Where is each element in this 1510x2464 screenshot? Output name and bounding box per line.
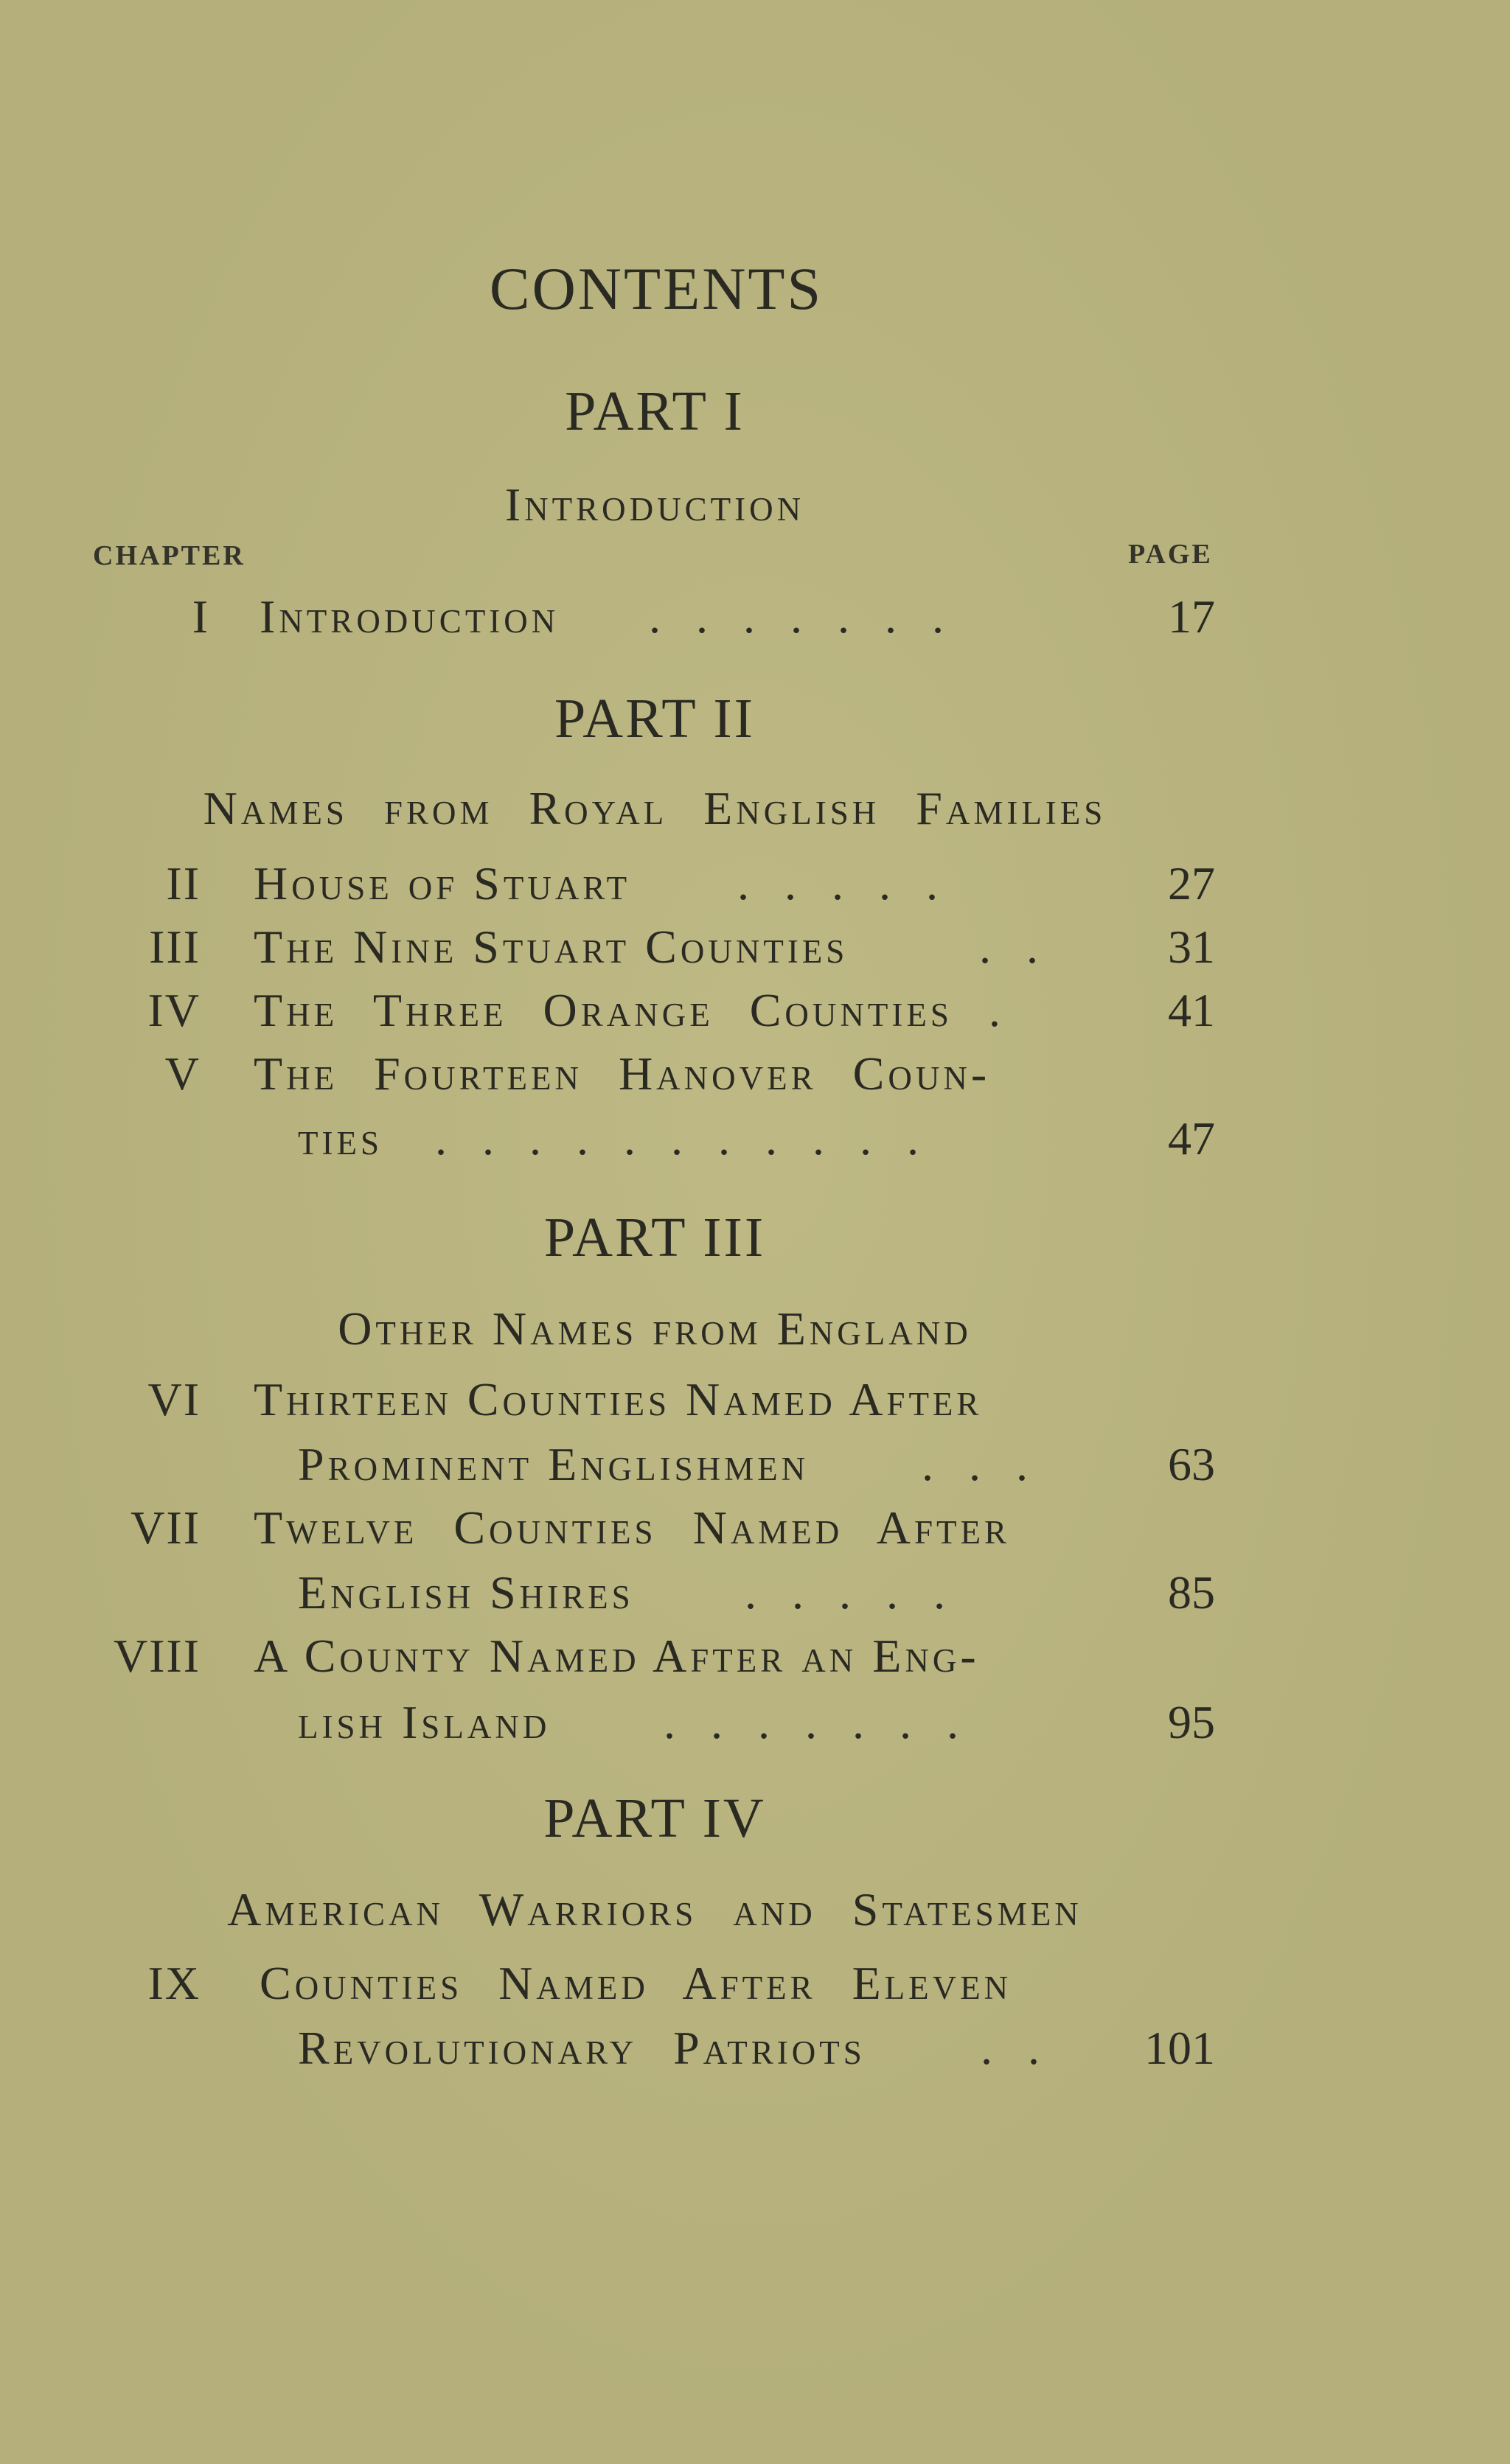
chapter-title-continuation: English Shires bbox=[298, 1566, 634, 1619]
chapter-title: Twelve Counties Named After bbox=[254, 1501, 1010, 1554]
part-heading: PART II bbox=[554, 688, 755, 750]
page-number: 27 bbox=[1168, 857, 1215, 910]
section-title: Names from Royal English Families bbox=[203, 782, 1107, 834]
dot-leader: . . . . . . . bbox=[649, 590, 944, 643]
page-number: 63 bbox=[1168, 1438, 1215, 1490]
chapter-numeral: V bbox=[164, 1047, 201, 1100]
dot-leader: . . . . . . . . . . . bbox=[435, 1112, 919, 1165]
chapter-numeral: III bbox=[149, 921, 201, 973]
chapter-title: Introduction bbox=[260, 590, 560, 643]
page-number: 101 bbox=[1144, 2022, 1215, 2074]
page-number: 17 bbox=[1168, 590, 1215, 643]
chapter-title: House of Stuart bbox=[254, 857, 631, 910]
section-title: Introduction bbox=[504, 478, 805, 531]
chapter-title: A County Named After an Eng- bbox=[254, 1630, 980, 1682]
chapter-title-continuation: Prominent Englishmen bbox=[298, 1438, 810, 1490]
dot-leader: . . bbox=[979, 921, 1038, 973]
page-number: 31 bbox=[1168, 921, 1215, 973]
chapter-numeral: VII bbox=[131, 1501, 201, 1554]
dot-leader: . . . . . bbox=[737, 857, 938, 910]
chapter-numeral: IX bbox=[147, 1957, 201, 2009]
chapter-numeral: VIII bbox=[113, 1630, 201, 1682]
part-heading: PART I bbox=[565, 380, 745, 442]
dot-leader: . . . . . . . bbox=[664, 1696, 958, 1748]
section-title: American Warriors and Statesmen bbox=[227, 1883, 1082, 1936]
chapter-numeral: VI bbox=[147, 1373, 201, 1425]
chapter-column-label: CHAPTER bbox=[93, 540, 246, 571]
section-title: Other Names from England bbox=[338, 1302, 972, 1355]
page-number: 47 bbox=[1168, 1112, 1215, 1165]
chapter-title-continuation: lish Island bbox=[298, 1696, 551, 1748]
page-number: 85 bbox=[1168, 1566, 1215, 1619]
page-number: 41 bbox=[1168, 984, 1215, 1036]
page-number: 95 bbox=[1168, 1696, 1215, 1748]
chapter-title-continuation: ties bbox=[298, 1112, 383, 1165]
part-heading: PART IV bbox=[543, 1787, 766, 1849]
chapter-title: Counties Named After Eleven bbox=[260, 1957, 1012, 2009]
dot-leader: . . . . . bbox=[745, 1566, 945, 1619]
dot-leader: . . bbox=[981, 2022, 1040, 2074]
chapter-title: The Fourteen Hanover Coun- bbox=[254, 1047, 991, 1100]
chapter-numeral: I bbox=[192, 590, 209, 643]
chapter-title-continuation: Revolutionary Patriots bbox=[298, 2022, 866, 2074]
dot-leader: . . . bbox=[922, 1438, 1028, 1490]
chapter-numeral: IV bbox=[147, 984, 201, 1036]
chapter-title: Thirteen Counties Named After bbox=[254, 1373, 983, 1425]
chapter-numeral: II bbox=[166, 857, 201, 910]
contents-title: CONTENTS bbox=[489, 255, 824, 322]
page-column-label: PAGE bbox=[1128, 539, 1213, 570]
chapter-title: The Three Orange Counties . bbox=[254, 984, 1004, 1036]
chapter-title: The Nine Stuart Counties bbox=[254, 921, 849, 973]
part-heading: PART III bbox=[543, 1207, 766, 1268]
